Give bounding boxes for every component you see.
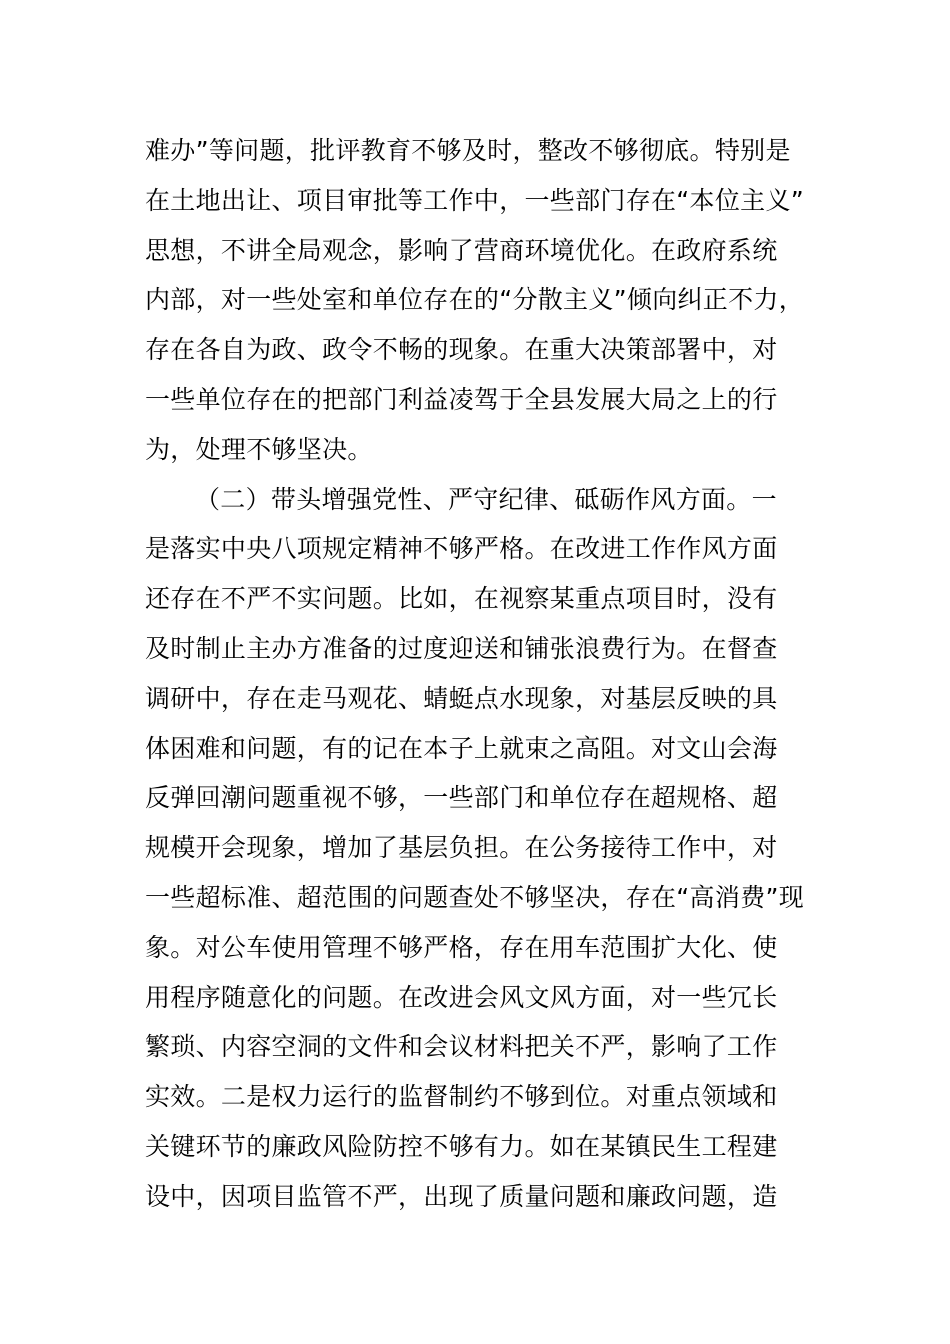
text-line: 是落实中央八项规定精神不够严格。在改进工作作风方面 <box>145 534 778 564</box>
text-line: 用程序随意化的问题。在改进会风文风方面，对一些冗长 <box>145 982 778 1012</box>
text-line: 为，处理不够坚决。 <box>145 434 373 464</box>
text-line: 还存在不严不实问题。比如，在视察某重点项目时，没有 <box>145 584 778 614</box>
text-line: 难办”等问题，批评教育不够及时，整改不够彻底。特别是 <box>145 136 791 165</box>
text-line: 规模开会现象，增加了基层负担。在公务接待工作中，对 <box>145 833 778 863</box>
text-line: 调研中，存在走马观花、蜻蜓点水现象，对基层反映的具 <box>145 683 778 713</box>
text-line: 一些单位存在的把部门利益凌驾于全县发展大局之上的行 <box>145 384 778 414</box>
section-heading-line: （二）带头增强党性、严守纪律、砥砺作风方面。一 <box>195 484 777 514</box>
text-line: 关键环节的廉政风险防控不够有力。如在某镇民生工程建 <box>145 1131 778 1161</box>
text-line: 反弹回潮问题重视不够，一些部门和单位存在超规格、超 <box>145 783 778 813</box>
text-line: 思想，不讲全局观念，影响了营商环境优化。在政府系统 <box>145 235 778 265</box>
text-line: 实效。二是权力运行的监督制约不够到位。对重点领域和 <box>145 1082 778 1112</box>
text-line: 体困难和问题，有的记在本子上就束之高阻。对文山会海 <box>145 733 778 763</box>
text-line: 一些超标准、超范围的问题查处不够坚决，存在“高消费”现 <box>145 882 805 912</box>
text-line: 在土地出让、项目审批等工作中，一些部门存在“本位主义” <box>145 185 805 215</box>
text-line: 设中，因项目监管不严，出现了质量问题和廉政问题，造 <box>145 1181 778 1211</box>
text-line: 繁琐、内容空洞的文件和会议材料把关不严，影响了工作 <box>145 1032 778 1062</box>
text-line: 象。对公车使用管理不够严格，存在用车范围扩大化、使 <box>145 932 778 962</box>
text-line: 存在各自为政、政令不畅的现象。在重大决策部署中，对 <box>145 335 778 365</box>
text-line: 及时制止主办方准备的过度迎送和铺张浪费行为。在督查 <box>145 633 778 663</box>
text-line: 内部，对一些处室和单位存在的“分散主义”倾向纠正不力， <box>145 285 805 315</box>
document-body <box>145 126 810 1222</box>
